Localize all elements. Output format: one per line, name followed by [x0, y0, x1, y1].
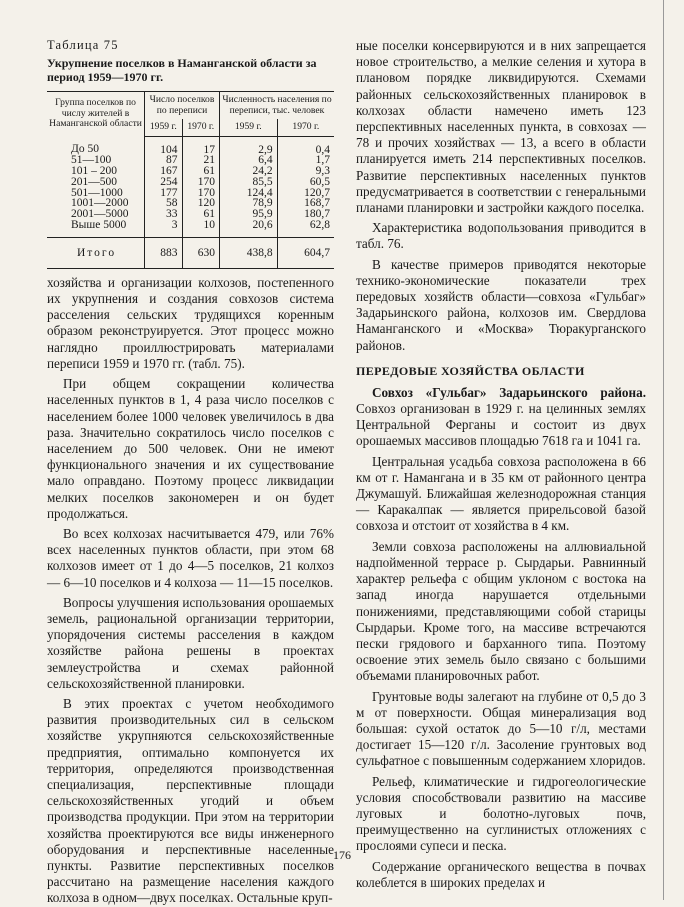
table-row: [47, 136, 334, 155]
header-pop-1959: 1959 г.: [219, 119, 277, 136]
header-count-1959: 1959 г.: [145, 119, 182, 136]
cell-count-1970: 120: [182, 198, 219, 209]
header-population: Численность населения по переписи, тыс. человек: [219, 92, 334, 120]
header-count: Число поселков по переписи: [145, 92, 220, 120]
paragraph: Вопросы улучшения использования орошаемых земель, рациональной организации территории, упорядочения системы расселения в каждом хозяйстве района решены в проектах землеустройства и схемах районной сельскохозяйственной планировки.: [47, 594, 334, 691]
paragraph: [356, 385, 646, 450]
paragraph: В этих проектах с учетом необходимого развития производительных сил в сельском хозяйстве укрупняются сельскохозяйственные предприятия, оптимально компонуется их территория, определяются производственная специализация, перспективные площади сельскохозяйственных угодий и объем производства продукции. При этом на территории хозяйства проектируются все виды инженерного оборудования и перспективные населенные пункты. Развитие перспективных поселков рассчитано на размещение населения каждого колхоза в одном—двух поселках. Остальные круп-: [47, 695, 334, 906]
table-label: Таблица 75: [47, 38, 119, 52]
paragraph: хозяйства и организации колхозов, постепенного их укрупнения и создания совхозов система расселения сельских трудящихся коренным образом реконструируется. Этот процесс можно наглядно проиллюстрировать материалами переписи 1959 и 1970 гг. (табл. 75).: [47, 274, 334, 371]
paragraph: Центральная усадьба совхоза расположена в 66 км от г. Намангана и в 35 км от районного центра Джумашуй. Ближайшая железнодорожная станция — Каракалпак — является прирельсовой базой совхоза и отстоит от хозяйства в 4 км.: [356, 453, 646, 534]
table-caption: Укрупнение поселков в Наманганской области за период 1959—1970 гг.: [47, 56, 317, 84]
cell-count-1970: 170: [182, 188, 219, 199]
cell-group: До 50: [71, 143, 99, 156]
page-number: 176: [333, 848, 351, 862]
cell-count-1959: 104: [145, 136, 182, 155]
section-heading: ПЕРЕДОВЫЕ ХОЗЯЙСТВА ОБЛАСТИ: [356, 363, 585, 378]
header-count-1970: 1970 г.: [182, 119, 219, 136]
cell-pop-1970: 0,4: [277, 136, 334, 155]
cell-total-count-1970: 630: [182, 237, 219, 268]
cell-count-1970: 21: [182, 155, 219, 166]
cell-pop-1959: 78,9: [219, 198, 277, 209]
left-column: [47, 38, 334, 907]
paragraph: Грунтовые воды залегают на глубине от 0,5 до 3 м от поверхности. Общая минерализация вод большая: сухой остаток до 5—10 г/л, местами достигает 15—120 г/л. Засоление грунтовых вод сульфатное с повышенным содержанием хлоридов.: [356, 688, 646, 769]
header-group: Группа поселков по числу жителей в Наманганской области: [47, 92, 145, 137]
cell-count-1959: 254: [145, 177, 182, 188]
paragraph: Рельеф, климатические и гидрогеологические условия способствовали развитию на массиве луговых и болотно-луговых почв, преимущественно на суглинистых отложениях с прослоями супеси и песка.: [356, 773, 646, 854]
cell-pop-1970: 9,3: [277, 166, 334, 177]
paragraph-lead: Совхоз «Гульбаг» Задарьинского района.: [372, 384, 646, 400]
paragraph: ные поселки консервируются и в них запрещается новое строительство, а мелкие селения и хутора в плановом порядке ликвидируются. Схемами районных сельскохозяйственных планировок в колхозах области намечено иметь 123 перспективных населенных пункта, в совхозах — 78 и прочих хозяйствах — 13, а всего в области планируется иметь 214 перспективных поселков. Развитие перспективных населенных пунктов предусматривается в соответствии с генеральными планами планировки и застройки каждого поселка.: [356, 38, 646, 216]
cell-pop-1959: 2,9: [219, 136, 277, 155]
cell-count-1959: 177: [145, 188, 182, 199]
cell-count-1959: 58: [145, 198, 182, 209]
cell-count-1959: 167: [145, 166, 182, 177]
cell-pop-1970: 120,7: [277, 188, 334, 199]
cell-count-1970: 17: [182, 136, 219, 155]
cell-count-1959: 87: [145, 155, 182, 166]
cell-pop-1970: 168,7: [277, 198, 334, 209]
cell-group: 101 – 200: [71, 165, 117, 178]
cell-group: 51—100: [71, 154, 112, 167]
paragraph: При общем сокращении количества населенных пунктов в 1, 4 раза число поселков с населением более 1000 человек увеличилось в два раза. Значительно сократилось число поселков с населением до 500 человек. Они не имеют функционального значения и их существование мало оправдано. Поэтому процесс ликвидации мелких поселков закономерен и он будет продолжаться.: [47, 376, 334, 521]
cell-group: 501—1000: [71, 186, 123, 199]
table-total-row: [47, 237, 334, 268]
page-edge-line: [663, 0, 664, 900]
settlement-table: [47, 91, 334, 269]
cell-group: 2001—5000: [71, 208, 129, 221]
paragraph: Земли совхоза расположены на аллювиальной надпойменной террасе р. Сырдарьи. Равнинный характер рельефа с общим уклоном с востока на запад иногда нарушается отдельными понижениями, представляющими собой старицы Сырдарьи. Кроме того, на массиве встречаются пески грядового и барханного типа. Поэтому освоение этих земель было связано с большими объемами планировочных работ.: [356, 538, 646, 684]
cell-group: 1001—2000: [71, 197, 129, 210]
header-pop-1970: 1970 г.: [277, 119, 334, 136]
cell-group: 201—500: [71, 175, 117, 188]
paragraph: Во всех колхозах насчитывается 479, или 76% всех населенных пунктов области, при этом 68 колхозов имеет от 1 до 4—5 поселков, 21 колхоз — 6—10 поселков и 4 колхоза — 11—15 поселков.: [47, 525, 334, 590]
cell-pop-1959: 20,6: [219, 220, 277, 237]
cell-total-pop-1970: 604,7: [277, 237, 334, 268]
cell-total-pop-1959: 438,8: [219, 237, 277, 268]
cell-pop-1959: 95,9: [219, 209, 277, 220]
cell-pop-1959: 85,5: [219, 177, 277, 188]
cell-pop-1959: 6,4: [219, 155, 277, 166]
cell-count-1970: 61: [182, 209, 219, 220]
paragraph: В качестве примеров приводятся некоторые технико-экономические показатели трех передовых хозяйств области—совхоза «Гульбаг» Задарьинского района, колхозов им. Свердлова Наманганского и «Москва» Тюракурганского районов.: [356, 256, 646, 353]
cell-count-1970: 170: [182, 177, 219, 188]
cell-total-label: Итого: [47, 237, 145, 268]
cell-count-1959: 33: [145, 209, 182, 220]
paragraph: Содержание органического вещества в почвах колеблется в широких пределах и: [356, 858, 646, 890]
cell-pop-1970: 62,8: [277, 220, 334, 237]
cell-total-count-1959: 883: [145, 237, 182, 268]
right-column: [356, 38, 646, 891]
paragraph: Характеристика водопользования приводится в табл. 76.: [356, 220, 646, 252]
table-row: [47, 220, 334, 237]
cell-group: Выше 5000: [71, 219, 127, 232]
cell-pop-1959: 24,2: [219, 166, 277, 177]
cell-pop-1970: 1,7: [277, 155, 334, 166]
paragraph-body: Совхоз организован в 1929 г. на целинных землях Центральной Ферганы и состоит из двух орошаемых массивов площадью 7618 га и 1041 га.: [356, 401, 646, 449]
cell-pop-1970: 60,5: [277, 177, 334, 188]
cell-pop-1970: 180,7: [277, 209, 334, 220]
cell-count-1970: 61: [182, 166, 219, 177]
cell-pop-1959: 124,4: [219, 188, 277, 199]
cell-count-1970: 10: [182, 220, 219, 237]
cell-count-1959: 3: [145, 220, 182, 237]
